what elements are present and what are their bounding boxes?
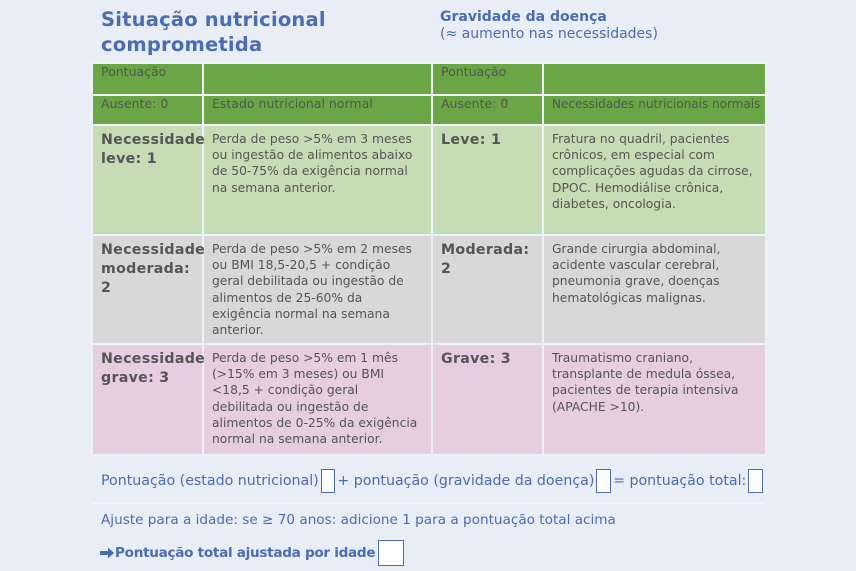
right-score-cell: Moderada: 2 (432, 235, 543, 344)
title-nutritional-status: Situação nutricional comprometida (101, 8, 326, 56)
right-score-cell: Leve: 1 (432, 125, 543, 235)
severity-score-box[interactable] (596, 469, 611, 493)
formula-nutritional-label: Pontuação (estado nutricional) (101, 473, 319, 489)
formula-total-label: = pontuação total: (613, 473, 747, 489)
title-disease-severity: Gravidade da doença (≈ aumento nas necessidades) (440, 9, 658, 42)
left-desc-cell: Perda de peso >5% em 1 mês (>15% em 3 meses) ou BMI <18,5 + condição geral debilitada ou ingestão de alimentos de 0-25% da exigência normal na semana anterior. (203, 344, 432, 455)
left-score-cell: Necessidade moderada: 2 (92, 235, 203, 344)
left-score-cell: Necessidade grave: 3 (92, 344, 203, 455)
right-desc-cell: Grande cirurgia abdominal, acidente vascular cerebral, pneumonia grave, doenças hematológicas malignas. (543, 235, 766, 344)
left-desc-cell: Perda de peso >5% em 3 meses ou ingestão de alimentos abaixo de 50-75% da exigência normal na semana anterior. (203, 125, 432, 235)
table-row (92, 344, 766, 455)
table-row (92, 125, 766, 235)
column-header (203, 63, 432, 95)
column-header: Pontuação (92, 63, 203, 95)
scoring-table (91, 62, 767, 456)
header-right (432, 0, 765, 62)
left-score-cell: Ausente: 0 (92, 95, 203, 125)
table-row (92, 235, 766, 344)
table-row (92, 95, 766, 125)
nrs-form (91, 0, 765, 571)
formula-severity-label: + pontuação (gravidade da doença) (337, 473, 595, 489)
left-score-cell: Necessidade leve: 1 (92, 125, 203, 235)
nutritional-score-box[interactable] (321, 469, 336, 493)
age-adjusted-total-label: Pontuação total ajustada por idade (115, 545, 376, 561)
arrow-right-icon (99, 546, 115, 560)
age-adjustment-note: Ajuste para a idade: se ≥ 70 anos: adicione 1 para a pontuação total acima (101, 512, 616, 528)
header-left (91, 0, 431, 62)
left-desc-cell: Perda de peso >5% em 2 meses ou BMI 18,5-20,5 + condição geral debilitada ou ingestão de alimentos de 25-60% da exigência normal na semana anterior. (203, 235, 432, 344)
age-adjusted-total (99, 540, 759, 566)
left-desc-cell: Estado nutricional normal (203, 95, 432, 125)
score-formula (91, 460, 765, 504)
right-desc-cell: Necessidades nutricionais normais (543, 95, 766, 125)
column-header: Pontuação (432, 63, 543, 95)
right-score-cell: Ausente: 0 (432, 95, 543, 125)
total-score-box[interactable] (748, 469, 763, 493)
column-header (543, 63, 766, 95)
right-desc-cell: Fratura no quadril, pacientes crônicos, em especial com complicações agudas da cirrose, DPOC. Hemodiálise crônica, diabetes, oncologia. (543, 125, 766, 235)
right-desc-cell: Traumatismo craniano, transplante de medula óssea, pacientes de terapia intensiva (APACHE >10). (543, 344, 766, 455)
table-header-row (92, 63, 766, 95)
age-adjusted-total-box[interactable] (378, 540, 404, 566)
right-score-cell: Grave: 3 (432, 344, 543, 455)
